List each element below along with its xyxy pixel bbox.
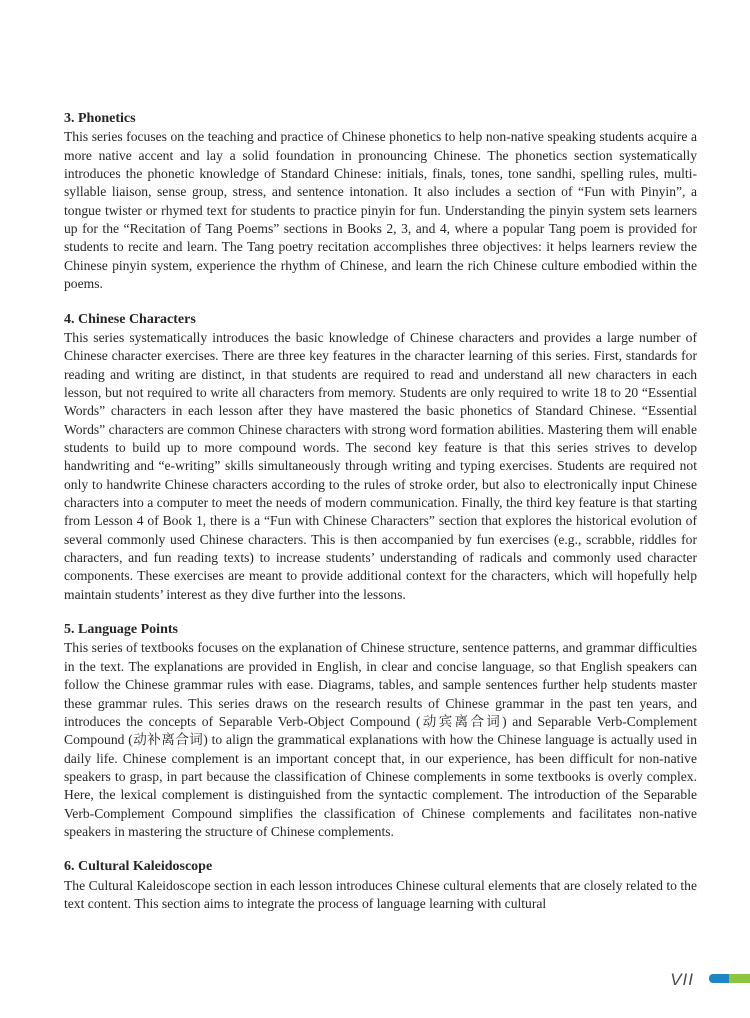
section-cultural-kaleidoscope (64, 858, 697, 913)
page-number: VII (670, 970, 694, 989)
page-tab-blue (709, 974, 729, 983)
page-tab-green (729, 974, 750, 983)
section-title: 5. Language Points (64, 622, 178, 638)
section-title: 4. Chinese Characters (64, 311, 196, 327)
section-paragraph: This series systematically introduces the basic knowledge of Chinese characters and provides a large number of Chinese character exercises. There are three key features in the character learning of this series. First, standards for reading and writing are distinct, in that students are required to read and understand all new characters in each lesson, but not required to write all characters from memory. Students are only required to write 18 to 20 “Essential Words” characters in each lesson after they have mastered the basic phonetics of Standard Chinese. “Essential Words” characters are common Chinese characters with strong word formation abilities. Mastering them will enable students to build up to more compound words. The second key feature is that this series strives to develop handwriting and “e-writing” skills simultaneously through writing and typing exercises. Students are required not only to handwrite Chinese characters according to the rules of stroke order, but also to electronically input Chinese characters into a computer to meet the needs of modern communication. Finally, the third key feature is that starting from Lesson 4 of Book 1, there is a “Fun with Chinese Characters” section that explores the historical evolution of several commonly used Chinese characters. This is then accompanied by fun exercises (e.g., scrabble, riddles for characters, and fun reading texts) to increase students’ understanding of radicals and commonly used character components. These exercises are meant to provide additional context for the characters, which will hopefully help maintain students’ interest as they dive further into the lessons. (64, 329, 697, 602)
section-phonetics (64, 110, 697, 294)
section-title: 3. Phonetics (64, 111, 136, 126)
section-paragraph: This series of textbooks focuses on the explanation of Chinese structure, sentence patterns, and grammar difficulties in the text. The explanations are provided in English, in clear and concise language, so that English speakers can follow the Chinese grammar rules with ease. Diagrams, tables, and sample sentences further help students master these grammar rules. This series draws on the research results of Chinese grammar in the past ten years, and introduces the concepts of Separable Verb-Object Compound (动宾离合词) and Separable Verb-Complement Compound (动补离合词) to align the grammatical explanations with how the Chinese language is actually used in daily life. Chinese complement is an important concept that, in our experience, has been difficult for non-native speakers to grasp, in part because the classification of Chinese complements in some textbooks is overly complex. Here, the lexical complement is distinguished from the syntactic complement. The introduction of the Separable Verb-Complement Compound simplifies the classification of Chinese complements and facilitates non-native speakers in mastering the structure of Chinese complements. (64, 640, 697, 839)
section-chinese-characters (64, 311, 697, 605)
document-body (64, 110, 697, 930)
section-paragraph: The Cultural Kaleidoscope section in each lesson introduces Chinese cultural elements that are closely related to the text content. This section aims to integrate the process of language learning with cultural (64, 877, 697, 911)
section-paragraph: This series focuses on the teaching and practice of Chinese phonetics to help non-native speaking students acquire a more native accent and lay a solid foundation in pronouncing Chinese. The phonetics section systematically introduces the phonetic knowledge of Standard Chinese: initials, finals, tones, tone sandhi, spelling rules, multi-syllable liaison, sense group, stress, and sentence intonation. It also includes a section of “Fun with Pinyin”, a tongue twister or rhymed text for students to practice pinyin for fun. Understanding the pinyin system sets learners up for the “Recitation of Tang Poems” sections in Books 2, 3, and 4, where a popular Tang poem is provided for students to recite and learn. The Tang poetry recitation accomplishes three objectives: it helps learners review the Chinese pinyin system, experience the rhythm of Chinese, and learn the rich Chinese culture embodied within the poems. (64, 129, 697, 292)
section-title: 6. Cultural Kaleidoscope (64, 859, 213, 875)
section-language-points (64, 621, 697, 841)
